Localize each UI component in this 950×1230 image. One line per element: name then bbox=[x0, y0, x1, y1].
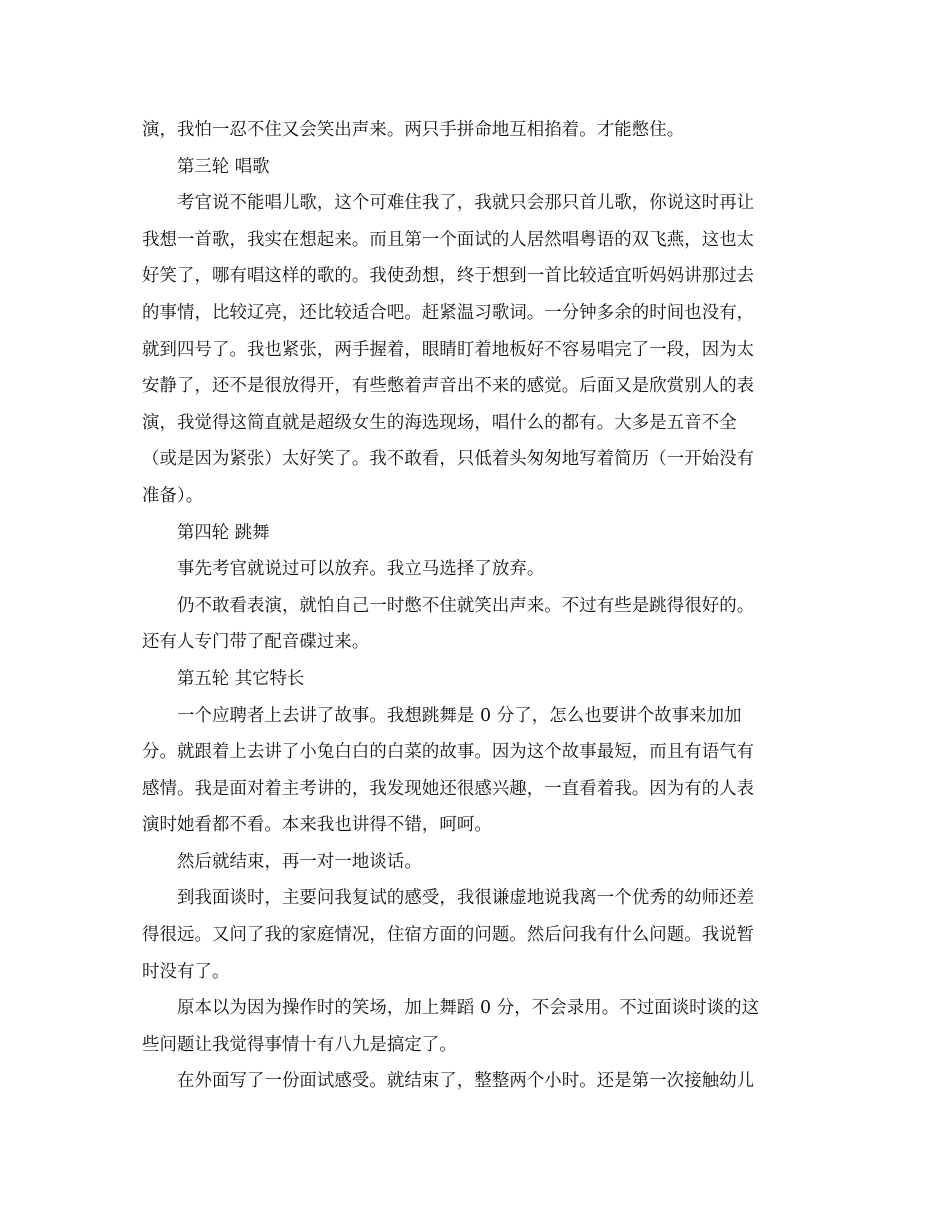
paragraph bbox=[142, 551, 812, 588]
text-line: 准备）。 bbox=[142, 485, 204, 506]
text-line: 好笑了，哪有唱这样的歌的。我使劲想，终于想到一首比较适宜听妈妈讲那过去 bbox=[142, 266, 755, 287]
text-line: 原本以为因为操作时的笑场，加上舞蹈 0 分，不会录用。不过面谈时谈的这 bbox=[177, 998, 760, 1019]
text-line: 安静了，还不是很放得开，有些憋着声音出不来的感觉。后面又是欣赏别人的表 bbox=[142, 376, 755, 397]
paragraph bbox=[142, 844, 812, 881]
paragraph bbox=[142, 112, 812, 149]
text-line: 时没有了。 bbox=[142, 961, 230, 982]
text-line: 的事情，比较辽亮，还比较适合吧。赶紧温习歌词。一分钟多余的时间也没有， bbox=[142, 302, 755, 323]
text-line: 感情。我是面对着主考讲的，我发现她还很感兴趣，一直看着我。因为有的人表 bbox=[142, 778, 755, 799]
text-line: 演，我觉得这简直就是超级女生的海选现场，唱什么的都有。大多是五音不全 bbox=[142, 412, 737, 433]
text-line: 演时她看都不看。本来我也讲得不错，呵呵。 bbox=[142, 815, 492, 836]
paragraph bbox=[142, 588, 812, 661]
paragraph bbox=[142, 880, 812, 990]
text-line: 一个应聘者上去讲了故事。我想跳舞是 0 分了，怎么也要讲个故事来加加 bbox=[177, 705, 742, 726]
section-heading: 第五轮 其它特长 bbox=[177, 668, 305, 689]
section-heading: 第四轮 跳舞 bbox=[177, 522, 270, 543]
text-line: 就到四号了。我也紧张，两手握着，眼睛盯着地板好不容易唱完了一段，因为太 bbox=[142, 339, 755, 360]
text-line: （或是因为紧张）太好笑了。我不敢看，只低着头匆匆地写着简历（一开始没有 bbox=[142, 449, 755, 470]
text-line: 我想一首歌，我实在想起来。而且第一个面试的人居然唱粤语的双飞燕，这也太 bbox=[142, 229, 755, 250]
paragraph bbox=[142, 698, 812, 844]
text-line: 到我面谈时，主要问我复试的感受，我很谦虚地说我离一个优秀的幼师还差 bbox=[177, 888, 755, 909]
paragraph bbox=[142, 990, 812, 1063]
text-line: 些问题让我觉得事情十有八九是搞定了。 bbox=[142, 1034, 457, 1055]
paragraph bbox=[142, 1063, 812, 1100]
text-line: 还有人专门带了配音碟过来。 bbox=[142, 632, 370, 653]
paragraph bbox=[142, 185, 812, 514]
text-line: 然后就结束，再一对一地谈话。 bbox=[177, 851, 422, 872]
text-line: 演，我怕一忍不住又会笑出声来。两只手拼命地互相掐着。才能憋住。 bbox=[142, 120, 685, 140]
text-line: 考官说不能唱儿歌，这个可难住我了，我就只会那只首儿歌，你说这时再让 bbox=[177, 193, 755, 214]
text-line: 分。就跟着上去讲了小兔白白的白菜的故事。因为这个故事最短，而且有语气有 bbox=[142, 742, 755, 763]
text-line: 得很远。又问了我的家庭情况，住宿方面的问题。然后问我有什么问题。我说暂 bbox=[142, 925, 755, 946]
text-line: 事先考官就说过可以放弃。我立马选择了放弃。 bbox=[177, 559, 545, 580]
section-heading: 第三轮 唱歌 bbox=[177, 156, 270, 177]
text-line: 仍不敢看表演，就怕自己一时憋不住就笑出声来。不过有些是跳得很好的。 bbox=[177, 595, 755, 616]
text-line: 在外面写了一份面试感受。就结束了，整整两个小时。还是第一次接触幼儿 bbox=[177, 1071, 755, 1092]
document-body bbox=[142, 112, 812, 1100]
